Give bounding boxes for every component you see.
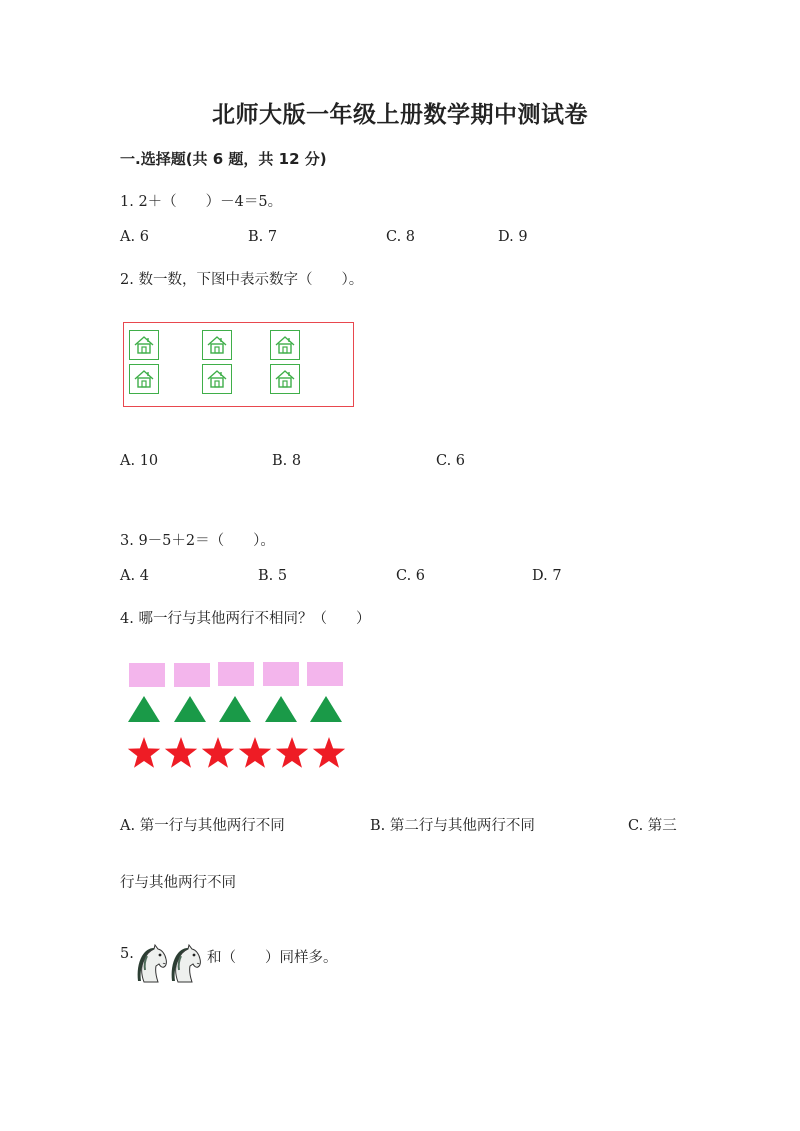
red-star: [164, 736, 198, 770]
question-5-number: 5.: [120, 946, 134, 962]
pink-rectangle: [174, 663, 210, 687]
green-triangle: [127, 695, 161, 723]
question-2-stem: 2. 数一数，下图中表示数字（ ）。: [120, 272, 364, 288]
question-4-stem: 4. 哪一行与其他两行不相同？（ ）: [120, 611, 371, 627]
red-star: [201, 736, 235, 770]
q2-option-c[interactable]: C. 6: [436, 453, 466, 469]
green-triangle: [264, 695, 298, 723]
pink-rectangle: [218, 662, 254, 686]
house-icon: [129, 330, 159, 360]
red-star: [238, 736, 272, 770]
q3-option-c[interactable]: C. 6: [396, 568, 426, 584]
house-icon: [270, 364, 300, 394]
q4-option-b[interactable]: B. 第二行与其他两行不同: [370, 818, 535, 834]
house-icon: [202, 364, 232, 394]
q1-option-a[interactable]: A. 6: [120, 229, 149, 245]
question-1-stem: 1. 2＋（ ）－4＝5。: [120, 194, 283, 210]
green-triangle: [173, 695, 207, 723]
q3-option-d[interactable]: D. 7: [532, 568, 562, 584]
q4-option-c[interactable]: C. 第三: [628, 818, 677, 834]
q2-option-b[interactable]: B. 8: [272, 453, 302, 469]
house-icon: [129, 364, 159, 394]
q3-option-a[interactable]: A. 4: [120, 568, 149, 584]
section-heading: 一.选择题(共 6 题，共 12 分): [120, 150, 327, 168]
green-triangle: [309, 695, 343, 723]
q2-option-a[interactable]: A. 10: [120, 453, 159, 469]
q4-option-a[interactable]: A. 第一行与其他两行不同: [120, 818, 285, 834]
pink-rectangle: [263, 662, 299, 686]
q1-option-c[interactable]: C. 8: [386, 229, 416, 245]
horse-icon: [135, 944, 169, 984]
question-3-stem: 3. 9－5＋2＝（ ）。: [120, 533, 275, 549]
q1-option-b[interactable]: B. 7: [248, 229, 278, 245]
green-triangle: [218, 695, 252, 723]
q3-option-b[interactable]: B. 5: [258, 568, 288, 584]
question-5-stem: 和（ ）同样多。: [207, 950, 338, 966]
page-title: 北师大版一年级上册数学期中测试卷: [212, 102, 588, 128]
house-icon: [270, 330, 300, 360]
horse-icon: [169, 944, 203, 984]
house-icon: [202, 330, 232, 360]
pink-rectangle: [129, 663, 165, 687]
q4-option-c-wrap: 行与其他两行不同: [120, 875, 236, 891]
red-star: [275, 736, 309, 770]
pink-rectangle: [307, 662, 343, 686]
house-picture-frame: [123, 322, 354, 407]
red-star: [127, 736, 161, 770]
red-star: [312, 736, 346, 770]
q1-option-d[interactable]: D. 9: [498, 229, 528, 245]
